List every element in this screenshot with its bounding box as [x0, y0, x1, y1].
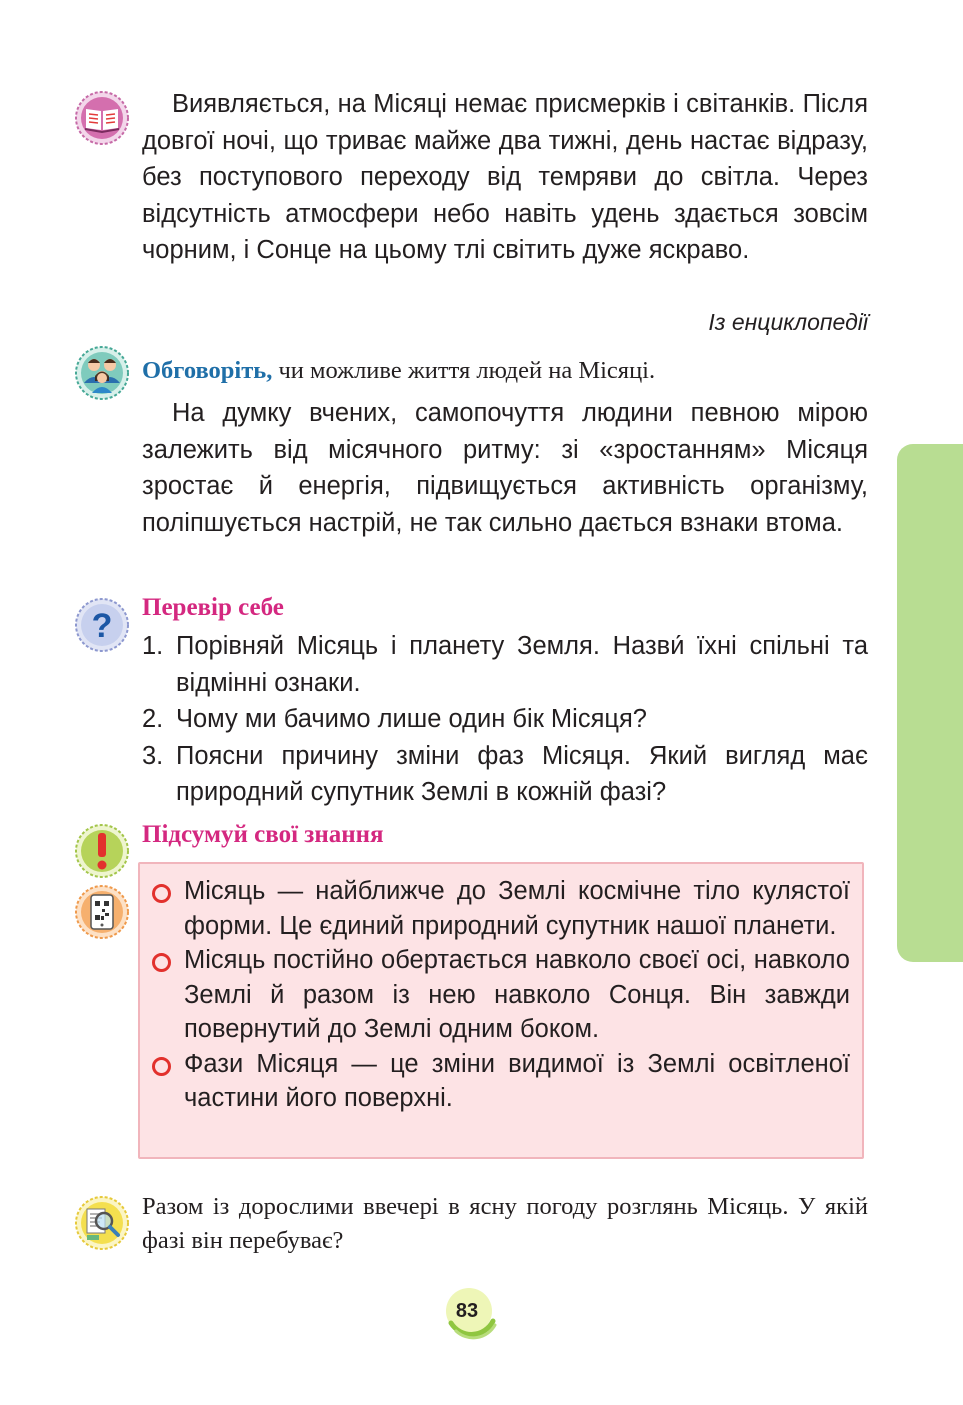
summary-item: Місяць постійно обертається навколо своєї осі, навколо Землі й разом із нею навколо Сонця. Він завжди повернутий до Землі одним боком.	[150, 943, 850, 1047]
bullet-circle-icon	[152, 1057, 171, 1076]
self-check-questions	[142, 628, 868, 811]
discussion-keyword: Обговоріть,	[142, 357, 273, 384]
chapter-side-tab	[897, 444, 963, 962]
intro-paragraph: Виявляється, на Місяці немає присмерків і світанків. Після довгої ночі, що триває майже два тижні, день настає відразу, без поступового переходу від темряви до світла. Через відсутність атмосфери небо навіть удень здається зовсім чорним, і Сонце на цьому тлі світить дуже яскраво.	[142, 90, 868, 264]
qr-phone-icon	[74, 884, 130, 940]
page-number: 83	[443, 1287, 497, 1341]
discussion-paragraph: На думку вчених, самопочуття людини певною мірою залежить від місячного ритму: зі «зростанням» Місяця зростає й енергія, підвищується активність організму, поліпшується настрій, не так сильно дається взнаки втома.	[142, 399, 868, 537]
magnifier-icon	[74, 1195, 130, 1251]
activity-paragraph: Разом із дорослими ввечері в ясну погоду розглянь Місяць. У якій фазі він перебуває?	[142, 1193, 868, 1254]
question-item: 2. Чому ми бачимо лише один бік Місяця?	[142, 705, 647, 733]
source-caption: Із енциклопедії	[708, 309, 868, 335]
summary-title: Підсумуй свої знання	[142, 821, 384, 848]
self-check-title: Перевір себе	[142, 594, 284, 621]
question-item: 3. Поясни причину зміни фаз Місяця. Який вигляд має природний супутник Землі в кожній фазі?	[142, 741, 868, 806]
exclamation-icon	[74, 823, 130, 879]
summary-item: Місяць — найближче до Землі космічне тіло кулястої форми. Це єдиний природний супутник нашої планети.	[150, 874, 850, 943]
bullet-circle-icon	[152, 884, 171, 903]
question-item: 1. Порівняй Місяць і планету Земля. Назви́ їхні спільні та відмінні ознаки.	[142, 632, 868, 697]
people-icon	[74, 345, 130, 401]
book-icon	[74, 90, 130, 146]
discussion-prompt	[142, 355, 655, 387]
summary-item: Фази Місяця — це зміни видимої із Землі освітленої частини його поверхні.	[150, 1047, 850, 1116]
summary-box	[138, 862, 864, 1159]
discussion-question: чи можливе життя людей на Місяці.	[278, 357, 656, 384]
question-icon	[74, 597, 130, 653]
svg-text:?: ?	[91, 607, 113, 645]
bullet-circle-icon	[152, 953, 171, 972]
